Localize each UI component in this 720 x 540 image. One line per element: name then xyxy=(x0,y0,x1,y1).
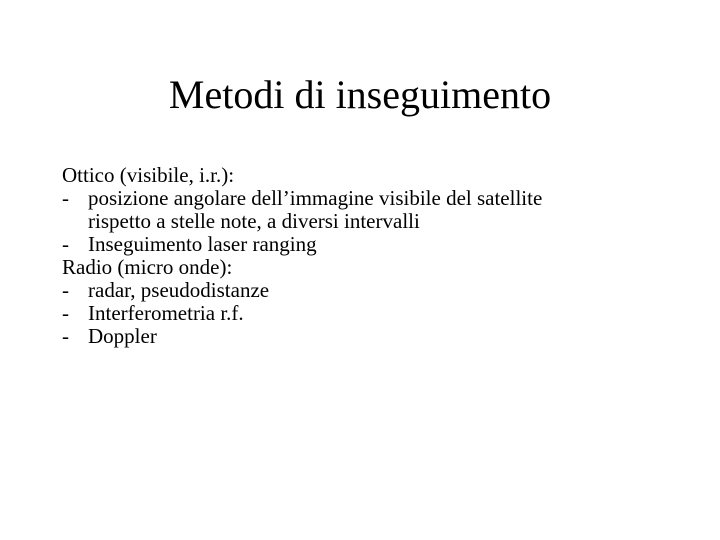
slide-title: Metodi di inseguimento xyxy=(168,72,552,117)
dash-marker: - xyxy=(62,278,69,302)
bullet-line xyxy=(62,302,682,325)
dash-marker: - xyxy=(62,232,69,256)
bullet-line xyxy=(62,279,682,302)
bullet-item xyxy=(62,279,682,302)
bullet-line xyxy=(62,187,682,210)
slide-content xyxy=(62,164,682,348)
bullet-text: Interferometria r.f. xyxy=(88,301,244,325)
section-heading-optical: Ottico (visibile, i.r.): xyxy=(62,163,235,187)
bullet-text: Doppler xyxy=(88,324,157,348)
bullet-line xyxy=(62,233,682,256)
dash-marker: - xyxy=(62,324,69,348)
bullet-item xyxy=(62,325,682,348)
dash-marker: - xyxy=(62,301,69,325)
bullet-item xyxy=(62,302,682,325)
bullet-line xyxy=(62,325,682,348)
bullet-text: posizione angolare dell’immagine visibile del satellite xyxy=(88,186,543,210)
section-heading-radio: Radio (micro onde): xyxy=(62,255,233,279)
bullet-text: radar, pseudodistanze xyxy=(88,278,270,302)
bullet-item xyxy=(62,187,682,233)
bullet-item xyxy=(62,233,682,256)
dash-marker: - xyxy=(62,186,69,210)
bullet-continuation-text: rispetto a stelle note, a diversi intervalli xyxy=(88,209,420,233)
bullet-text: Inseguimento laser ranging xyxy=(88,232,317,256)
